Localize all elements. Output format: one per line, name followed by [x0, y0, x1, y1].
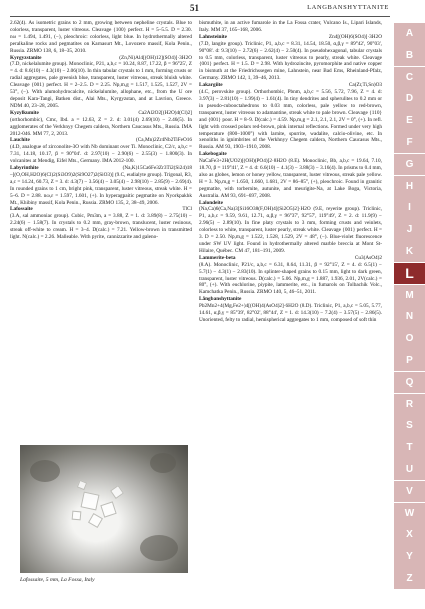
- mineral-formula: (Zn,Ni)Al4[(OH)12](SO4)]·3H2O: [119, 54, 192, 61]
- mineral-formula: Ca(Zr,Ti,Sn)O3: [348, 82, 382, 89]
- mineral-entry: [10, 110, 192, 138]
- figure-caption: Lafossaite, 5 mm, La Fossa, Italy: [20, 577, 95, 583]
- mineral-description: (7.D, nickelalumite group). Monoclinic, P21, a,b,c = 10.24, 8.87, 17.22, β = 96°25', Z = 4. d: 8.6(10) − 4.3(10) − 2.06(10). In thin tabular crystals to 1 mm, forming crusts or radial aggregates, pale greenish blue, transparent, luster vitreous, streak bluish white. Cleavage {001} perfect. H = 2–2.5. D = 2.25. Np,m,g = 1.517, 1.525, 1.527, 2V = 53°, (−). With alumohydrocalcite, nickelalumite, allophane, etc., from the U ore deposit Kara-Tangi, Batken dist., Alai Mts., Kyrgyzstan, and at Lavrion, Greece. NDM 40, 23–28, 2005.: [10, 61, 192, 109]
- mineral-name-text: Kyrgyzstanite: [10, 54, 42, 61]
- mineral-formula: Cu3(AsO4)2: [354, 254, 382, 261]
- mineral-description: (8.A). Monoclinic, P21/c, a,b,c = 6.31, 8.64, 11.31, β = 92°15', Z = 4. d: 6.5(1) − 5.7(1) − 4.3(1) − 2.83(10). In splinter-shaped grains to 0.15 mm, light to dark green, transparent, luster vitreous. D(calc.) = 5.06. Np,m,g = 1.887, 1.936, 2.01, 2V(calc.) = 80°, (+). With euchlorine, piypite, lammerite, etc., in fumarols on Tolbachik Volc., Kamchatka Penin., Russia. ZRMO 140, 5, 46–51, 2011.: [199, 261, 382, 296]
- tab-letter-c[interactable]: C: [394, 67, 425, 89]
- mineral-entry: [199, 255, 382, 296]
- mineral-name-text: Lahnsteinite: [199, 33, 228, 40]
- right-column: [199, 20, 382, 324]
- mineral-description: Pb2Mn2+4(Mg,Fe2+)4[(OH)4(AsO4)2]·6H2O (8.D). Triclinic, P1, a,b,c = 5.05, 5.77, 14.61, α,β,γ = 85°39', 82°02', 88°44', Z = 1. d: 14.3(10) − 7.2(4) − 3.57(5) − 2.86(5). Unoriented, felty to radial, hemispherical aggregates to 1 mm, composed of soft thin: [199, 303, 382, 323]
- mineral-formula: TlCl: [182, 206, 192, 213]
- mineral-name: [10, 110, 192, 117]
- mineral-entry: [199, 151, 382, 199]
- mineral-description: bismuthite, in an active fumarole in the La Fossa crater, Vulcano Is., Lipari Islands, Italy. MM 37, 165–168, 2006.: [199, 20, 382, 33]
- tab-letter-q[interactable]: Q: [394, 372, 425, 394]
- running-head: LANGBANSHYTTANITE: [307, 4, 389, 11]
- page-header: [0, 0, 425, 20]
- mineral-name-text: Lauchite: [10, 137, 30, 144]
- tab-letter-j[interactable]: J: [394, 219, 425, 241]
- mineral-entry: [10, 165, 192, 206]
- mineral-formula: (Na,K)15Ca6Fe3Zr3Ti2(Si24)18: [122, 165, 192, 172]
- tab-letter-f[interactable]: F: [394, 132, 425, 154]
- tab-letter-i[interactable]: I: [394, 197, 425, 219]
- tab-letter-r[interactable]: R: [394, 394, 425, 416]
- mineral-name: [10, 165, 192, 172]
- lafossaite-photo: [20, 445, 188, 573]
- alphabet-tabs: [394, 23, 425, 590]
- crystal-shape: [110, 485, 124, 499]
- mineral-name-text: Labyrinthite: [10, 165, 39, 172]
- mineral-formula: Ca2Al2O2[(H2O)4(Cl)2]: [138, 109, 192, 116]
- mineral-entry: [10, 55, 192, 110]
- tab-letter-u[interactable]: U: [394, 459, 425, 481]
- tab-letter-b[interactable]: B: [394, 45, 425, 67]
- mineral-description: (4.C, perovskite group). Orthorhombic, Pbnm, a,b,c = 5.56, 5.72, 7.96, Z = 4. d: 3.97(3) − 2.81(10) − 1.99(4) − 1.61(4). In tiny dendrites and spherulites to 0.2 mm or in pseudo-cubooctahedrons to 0.03 mm, colorless, pale yellow to red-brown, transparent, luster vitreous to adamantine, streak white to pale brown. Cleavage {110} and {001} poor. H = 8–9. D(calc.) = 4.59. Np,m,g = 2.1, 2.1, 2.1, 2V = 0°, (+). In refl. light with crossed polars red-brown, pink internal reflections. Formed under very high temperature (800–1000°) with larnite, spurrite, wadalite, calcio-olivine, etc. In xenoliths in ignimbrites of the Verkhnyy Chegem caldera, Northern Caucasus Mts., Russia. AM 93, 1903–1910, 2008.: [199, 89, 382, 151]
- mineral-entry: [199, 82, 382, 151]
- mineral-name-text: Långbanshyttanite: [199, 296, 242, 303]
- tab-letter-a[interactable]: A: [394, 23, 425, 45]
- mineral-entry: [199, 34, 382, 82]
- mineral-name-text: Lafossaite: [10, 206, 33, 213]
- mineral-entry: [10, 20, 192, 55]
- tab-letter-o[interactable]: O: [394, 328, 425, 350]
- mineral-name-text: Lalondeite: [199, 199, 223, 206]
- tab-letter-x[interactable]: X: [394, 524, 425, 546]
- rock-texture: [150, 453, 176, 473]
- rock-texture: [30, 460, 60, 482]
- tab-letter-s[interactable]: S: [394, 415, 425, 437]
- mineral-description: NaCaFe3+2H(UO2)[(OH)(PO4)]2·8H2O (8.E). Monoclinic, Bb, a,b,c = 19.64, 7.10, 18.70, β = 119°41', Z = 4. d: 6.6(10) − 4.1(3) − 3.88(3) − 3.16(4). In prisms to 0.4 mm, also as globes, lemon or honey yellow, transparent, luster vitreous, streak pale yellow. H = 3. Np,m,g = 1.650, 1.660, 1.681, 2V = 86–85°, (+), pleochroic. Found in granitic pegmatite, with torbernite, autunite, and meurigite-Na, at Lake Boga, Victoria, Australia. AM 93, 691–697, 2008.: [199, 158, 382, 199]
- mineral-entry: [199, 200, 382, 255]
- tab-letter-k[interactable]: K: [394, 241, 425, 263]
- mineral-description: (4.D, analogue of zirconolite-3O with Nb dominant over Ti. Monoclinic, C2/c, a,b,c = 7.31, 14.18, 10.17, β = 90°04'. d: 2.97(10) − 2.90(6) − 2.55(3) − 1.800(3). In volcanites at Mendig, Eifel Mts., Germany. IMA 2012-100.: [10, 144, 192, 165]
- crystal-shape: [81, 492, 100, 511]
- tab-letter-p[interactable]: P: [394, 350, 425, 372]
- mineral-name: [199, 255, 382, 262]
- crystal-shape: [100, 501, 116, 517]
- mineral-entry: [10, 206, 192, 241]
- page-number: 51: [190, 3, 199, 13]
- mineral-description: (3.A, sal ammoniac group). Cubic, Pm3m, a = 3.88, Z = 1. d: 3.89(8) − 2.75(10) − 2.24(6) − 1.58(7). In crystals to 0.2 mm, gray-brown, translucent, luster resinous, streak off-white to cream. H = 3–4. D(calc.) = 7.21. Yellow-brown in transmitted light. N(calc.) = 2.26. Malleable. With pyrite, cannizzarite and galeno-: [10, 213, 192, 241]
- mineral-name: [199, 34, 382, 41]
- tab-letter-l[interactable]: L: [394, 263, 425, 285]
- tab-letter-e[interactable]: E: [394, 110, 425, 132]
- mineral-description: (Na,Ca)6(Ca,Na)3[Si16O38(F,OH)4](Si2O5)2]·H2O (9.E, reyerite group). Triclinic, P1, a,b,c = 9.59, 9.61, 12.71, α,β,γ = 96°37', 92°57', 119°49', Z = 2. d: 11.9(9) − 2.96(5) − 2.89(10). In fine platy crystals to 3 mm, forming crusts and veinlets, colorless to white, transparent, luster pearly, streak white. Cleavage {001} perfect. H = 3. D = 2.50. Np,m,g = 1.522, 1.528, 1.529, 2V = 48°, (−). Blue-violet fluorescence under SW UV light. Found in hydrothermally altered marble breccia at Mont St-Hilaire, Québec. CM 47, 181–191, 2009.: [199, 206, 382, 254]
- tab-letter-y[interactable]: Y: [394, 546, 425, 568]
- tab-letter-m[interactable]: M: [394, 285, 425, 307]
- mineral-formula: (Ca,Mn)2Zr4Nb2TiFeO16: [136, 137, 192, 144]
- crystal-shape: [72, 511, 82, 521]
- mineral-name-text: Lakargiite: [199, 82, 223, 89]
- mineral-description: –[(O,OH,H2O)6(Cl)2(Si3O9)2(Si9O27)2(SiO3)] (9.C, eudialyte group). Trigonal, R3, a,c = 14.24, 60.73, Z = 3. d: 4.3(7) − 3.56(4) − 3.05(4) − 2.98(10) − 2.85(9) − 2.69(4). In rounded grains to 1 cm, bright pink, transparent, luster vitreous, streak white. H = 5–6. D = 2.88. nω,ε = 1.597, 1.601, (+). In hyperagpaitic pegmatite on Nyorkpakhk Mt., Khibiny massif, Kola Penin., Russia. ZRMO 135, 2, 38–49, 2006.: [10, 171, 192, 206]
- tab-letter-h[interactable]: H: [394, 176, 425, 198]
- mineral-entry: [199, 296, 382, 324]
- tab-letter-t[interactable]: T: [394, 437, 425, 459]
- left-column: [10, 20, 192, 241]
- mineral-description: 2.62(4). As isometric grains to 2 mm, growing between nepheline crystals. Blue to colorless, transparent, luster vitreous. Cleavage {100} perfect. H = 5–5.5. D = 2.30. nω = 1.494, 1.491, (−), pleochroic: colorless, light blue. In hydrothermally altered peralkaline rocks and pegmatites on Karnasurt Mt., Lovozero massif, Kola Penin., Russia. ZRMO 138, 6, 18–35, 2010.: [10, 20, 192, 54]
- rock-texture: [140, 535, 178, 561]
- mineral-description: (orthorhombic), Cmc, Ibd. a = 12.63, Z = 2. d: 3.01(4) 2.69(10) − 2.46(5). In agglomerates of the Verkhnyy Chegem caldera, Northern Caucasus Mts., Russia. IMA 2012-046. MM 77, 2, 2013.: [10, 116, 192, 137]
- tab-letter-v[interactable]: V: [394, 481, 425, 503]
- mineral-name-text: Kyzylkumite: [10, 109, 39, 116]
- mineral-description: (7.D, langite group). Triclinic, P1, a,b,c = 8.31, 14.54, 18.50, α,β,γ = 89°42', 90°03', 90°08'. d: 9.3(10) − 2.72(6) − 2.62(4) − 2.50(4). In pseudohexagonal, tabular crystals to 0.5 mm, colorless, transparent, luster vitreous to pearly, streak white. Cleavage {001} perfect. H = 1.5. D = 2.98. With hydrozincite, pyromorphite and native copper in bismuth at the Friedrichssegen mine, Lahnstein, near Bad Ems, Rheinland-Pfalz, Germany. ZRMO 142, 1, 39–46, 2013.: [199, 40, 382, 82]
- tab-letter-z[interactable]: Z: [394, 568, 425, 590]
- crystal-shape: [77, 480, 87, 490]
- header-rule: [10, 16, 390, 17]
- tab-letter-g[interactable]: G: [394, 154, 425, 176]
- mineral-entry: [10, 137, 192, 165]
- tab-letter-d[interactable]: D: [394, 88, 425, 110]
- mineral-entry: [199, 20, 382, 34]
- tab-letter-n[interactable]: N: [394, 306, 425, 328]
- tab-letter-w[interactable]: W: [394, 503, 425, 525]
- crystal-shape: [88, 513, 103, 528]
- mineral-formula: Zn4[(OH)6(SO4)]·3H2O: [328, 33, 382, 40]
- mineral-name-text: Lakebogaite: [199, 151, 227, 158]
- mineral-name-text: Lammerite-beta: [199, 254, 236, 261]
